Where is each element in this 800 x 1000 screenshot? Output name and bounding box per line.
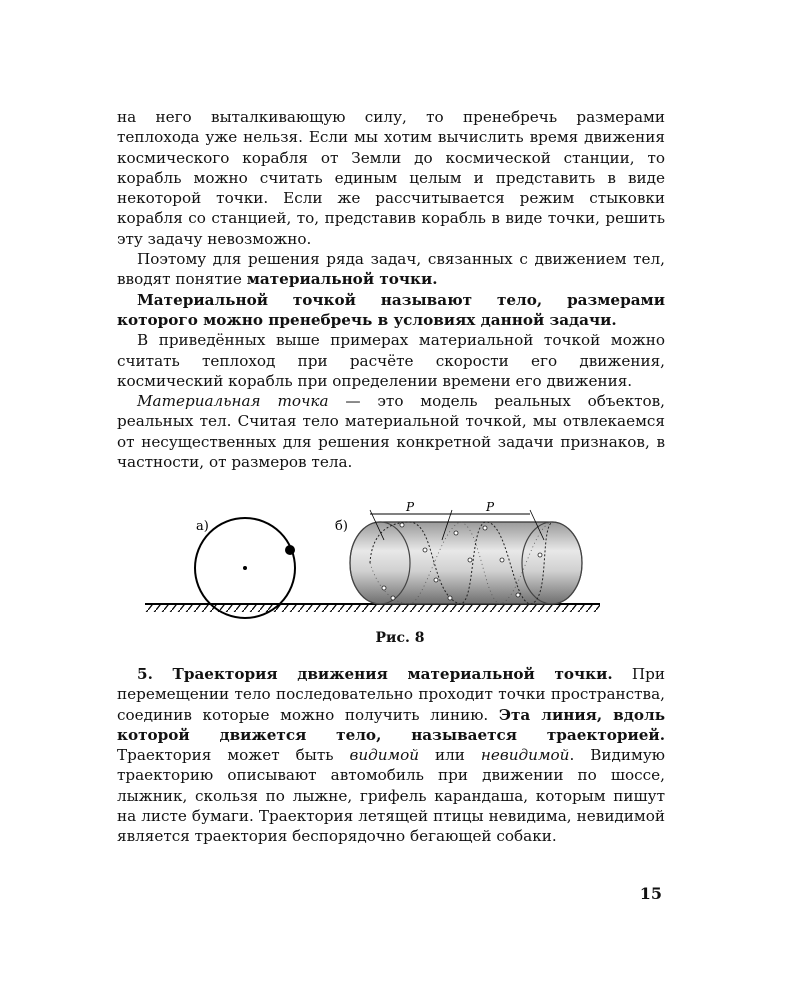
label-a: а) bbox=[196, 519, 209, 534]
material-point-dot bbox=[285, 545, 295, 555]
trajectory-definition: Эта линия, вдоль которой движется тело, называется траекторией. bbox=[117, 705, 666, 744]
italic-visible: видимой bbox=[349, 746, 420, 765]
figure-caption: Рис. 8 bbox=[375, 630, 425, 646]
paragraph-4: В приведённых выше примерах материальной точкой можно считать теплоход при расчёте скорости его движения, космический корабль при определении времени его движения. bbox=[117, 331, 665, 390]
figure-8-illustration bbox=[140, 500, 610, 625]
italic-invisible: невидимой bbox=[480, 746, 570, 765]
paragraph-6-text-4: . Видимую траекторию описывают автомобиль при движении по шоссе, лыжник, скользя по лыжне, грифель карандаша, которым пишут на листе бумаги. Траектория летящей птицы невидима, невидимой является траектория беспорядочно бегающей собаки. bbox=[117, 746, 666, 846]
paragraph-1: на него выталкивающую силу, то пренебречь размерами теплохода уже нельзя. Если мы хотим вычислить время движения космического корабля от Земли до космической станции, то корабль можно считать единым целым и представить в виде некоторой точки. Если же рассчитывается режим стыковки корабля со станцией, то, представив корабль в виде точки, решить эту задачу невозможно. bbox=[117, 108, 665, 248]
paragraph-5 bbox=[117, 391, 665, 472]
ground-hatching bbox=[145, 604, 600, 612]
term-material-point: материальной точки. bbox=[246, 270, 438, 289]
wheel-center-dot bbox=[243, 566, 247, 570]
paragraph-2 bbox=[117, 249, 665, 290]
period-label-2: P bbox=[486, 500, 495, 514]
section-title: 5. Траектория движения материальной точки. bbox=[137, 665, 613, 683]
paragraph-6-text-3: или bbox=[419, 746, 481, 765]
page-number: 15 bbox=[639, 884, 662, 903]
definition-material-point: Материальной точкой называют тело, размерами которого можно пренебречь в условиях данной задачи. bbox=[117, 290, 665, 329]
period-label-1: P bbox=[406, 500, 415, 514]
paragraph-6-text-1: При перемещении тело последовательно проходит точки пространства, соединив которые можно получить линию. bbox=[117, 665, 665, 724]
paragraph-6-text-2: Траектория может быть bbox=[117, 746, 350, 765]
paragraph-5-text: — это модель реальных объектов, реальных тел. Считая тело материальной точкой, мы отвлекаемся от несущественных для решения конкретной задачи признаков, в частности, от размеров тела. bbox=[117, 392, 665, 472]
paragraph-2-text: Поэтому для решения ряда задач, связанных с движением тел, вводят понятие bbox=[117, 250, 665, 289]
italic-term: Материальная точка bbox=[137, 392, 329, 411]
text-block-top bbox=[117, 107, 665, 472]
paragraph-6 bbox=[117, 664, 665, 847]
label-b: б) bbox=[335, 519, 348, 534]
text-block-bottom bbox=[117, 664, 665, 847]
